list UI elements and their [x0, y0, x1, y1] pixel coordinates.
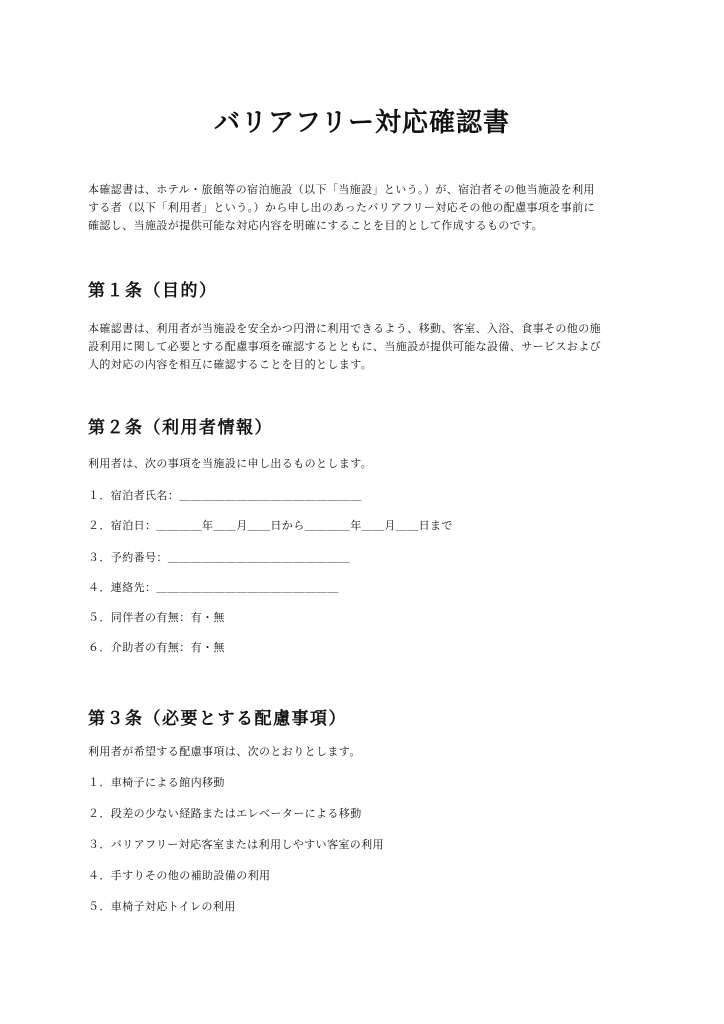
- list-item-accessible-toilet: ５．車椅子対応トイレの利用: [88, 900, 236, 913]
- list-item-wheelchair: １．車椅子による館内移動: [88, 776, 225, 789]
- intro-line: 確認し、当施設が提供可能な対応内容を明確にすることを目的として作成するものです。: [88, 219, 544, 232]
- list-item-stay-dates: ２．宿泊日：＿＿＿＿年＿＿月＿＿日から＿＿＿＿年＿＿月＿＿日まで: [88, 519, 453, 532]
- document-title: バリアフリー対応確認書: [214, 108, 510, 138]
- list-item-accessible-room: ３．バリアフリー対応客室または利用しやすい客室の利用: [88, 838, 384, 851]
- list-item-contact: ４．連絡先：＿＿＿＿＿＿＿＿＿＿＿＿＿＿＿＿: [88, 581, 339, 594]
- list-item-companion: ５．同伴者の有無：有・無: [88, 611, 225, 624]
- list-item-caregiver: ６．介助者の有無：有・無: [88, 641, 225, 654]
- intro-line: する者（以下「利用者」という。）から申し出のあったバリアフリー対応その他の配慮事項を事前に: [88, 201, 595, 214]
- article2-heading: 第２条（利用者情報）: [88, 418, 273, 438]
- article1-line: 本確認書は、利用者が当施設を安全かつ円滑に利用できるよう、移動、客室、入浴、食事その他の施: [88, 322, 601, 335]
- list-item-step-free-route: ２．段差の少ない経路またはエレベーターによる移動: [88, 807, 362, 820]
- list-item-guest-name: １．宿泊者氏名：＿＿＿＿＿＿＿＿＿＿＿＿＿＿＿＿: [88, 489, 362, 502]
- article3-intro: 利用者が希望する配慮事項は、次のとおりとします。: [88, 745, 361, 758]
- article1-line: 設利用に関して必要とする配慮事項を確認するとともに、当施設が提供可能な設備、サービスおよび: [88, 340, 601, 353]
- intro-line: 本確認書は、ホテル・旅館等の宿泊施設（以下「当施設」という。）が、宿泊者その他当施設を利用: [88, 183, 595, 196]
- list-item-reservation-number: ３．予約番号：＿＿＿＿＿＿＿＿＿＿＿＿＿＿＿＿: [88, 551, 351, 564]
- article1-line: 人的対応の内容を相互に確認することを目的とします。: [88, 358, 373, 371]
- intro-paragraph: [88, 181, 648, 235]
- list-item-handrails: ４．手すりその他の補助設備の利用: [88, 869, 271, 882]
- article1-heading: 第１条（目的）: [88, 281, 218, 301]
- article3-heading: 第３条（必要とする配慮事項）: [88, 709, 347, 729]
- article1-paragraph: [88, 320, 648, 374]
- article2-intro: 利用者は、次の事項を当施設に申し出るものとします。: [88, 457, 373, 470]
